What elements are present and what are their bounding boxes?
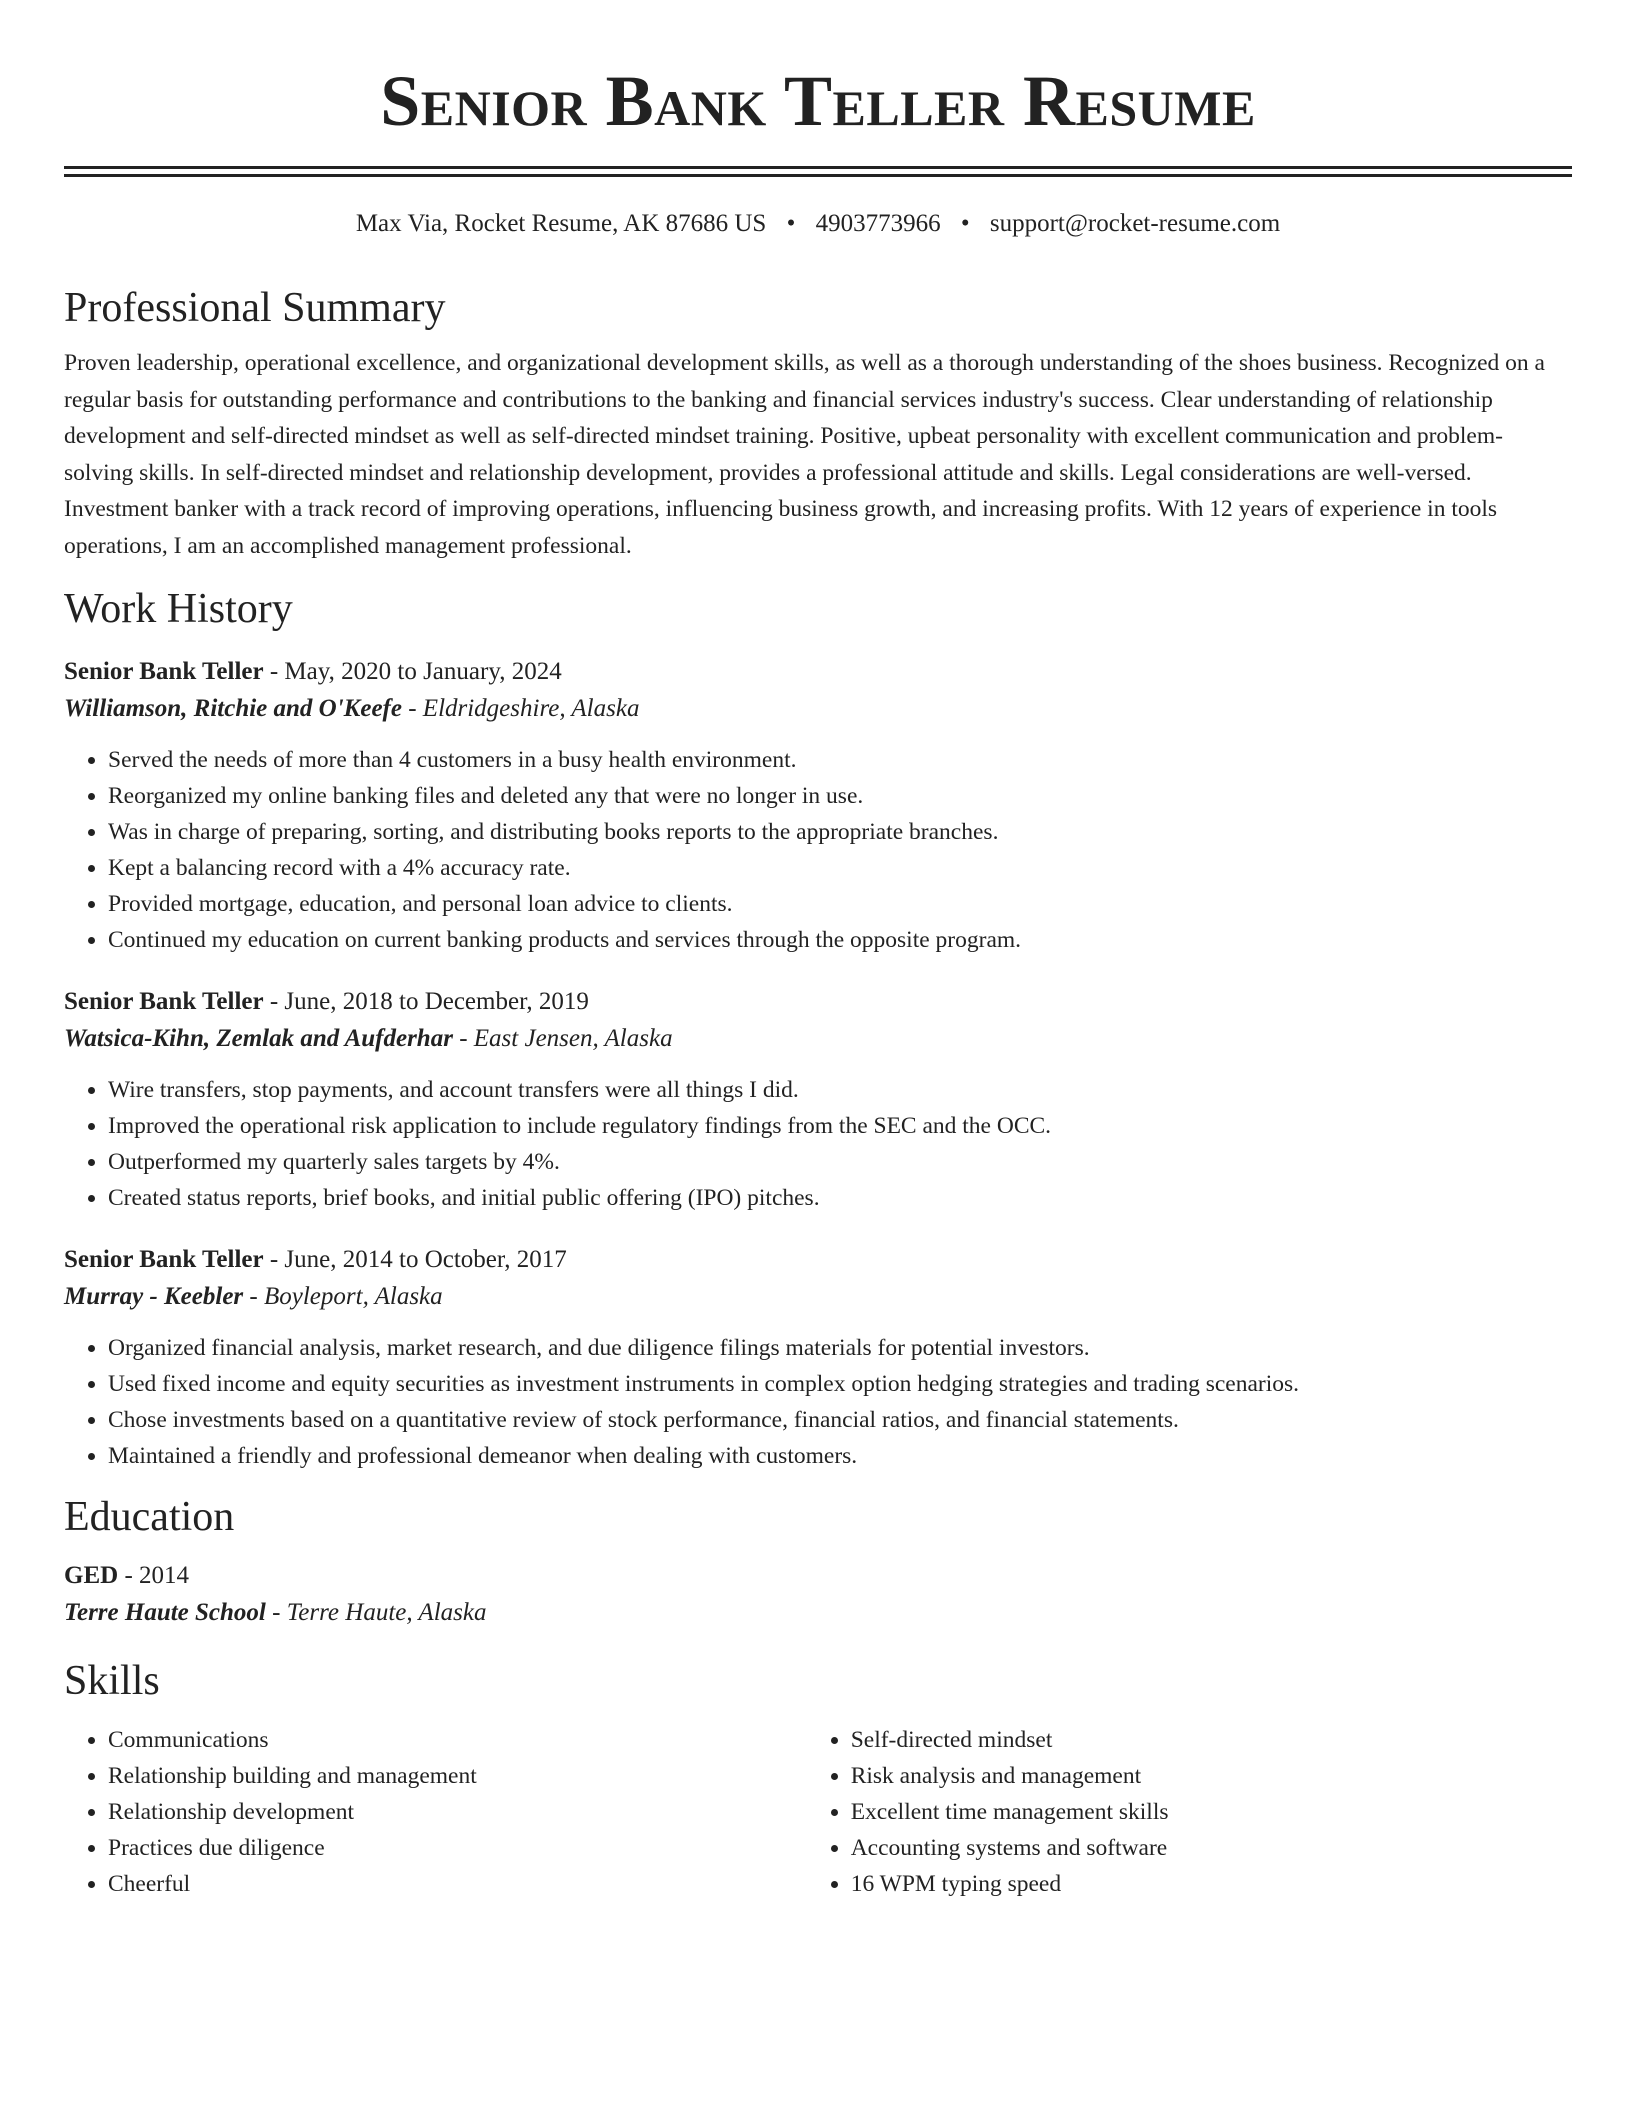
contact-phone: 4903773966 [815, 210, 941, 237]
job-role: Senior Bank Teller [64, 1246, 264, 1273]
skills-column-right [807, 1722, 1572, 1902]
skills-list [64, 1722, 1572, 1902]
job-company-line [64, 1020, 1572, 1058]
job-bullets [64, 742, 1572, 958]
job-entry [64, 984, 1572, 1216]
job-bullet: • Kept a balancing record with a 4% accuracy rate. [108, 850, 1572, 886]
skill-item: • Practices due diligence [108, 1830, 807, 1866]
education-degree-line [64, 1558, 1572, 1594]
job-bullets [64, 1072, 1572, 1216]
skill-item: • Excellent time management skills [851, 1794, 1572, 1830]
job-title-line [64, 984, 1572, 1020]
education-degree: GED [64, 1562, 119, 1589]
job-company-line [64, 690, 1572, 728]
job-title-line [64, 654, 1572, 690]
job-bullet: • Wire transfers, stop payments, and account transfers were all things I did. [108, 1072, 1572, 1108]
job-bullet: • Improved the operational risk application to include regulatory findings from the SEC and the OCC. [108, 1108, 1572, 1144]
contact-separator: • [786, 210, 796, 237]
job-location: - Eldridgeshire, Alaska [401, 695, 640, 722]
job-bullet: • Maintained a friendly and professional demeanor when dealing with customers. [108, 1438, 1572, 1474]
contact-email: support@rocket-resume.com [989, 210, 1281, 237]
job-bullet: • Reorganized my online banking files and deleted any that were no longer in use. [108, 778, 1572, 814]
job-entry [64, 654, 1572, 958]
job-role: Senior Bank Teller [64, 658, 264, 685]
job-dates: - June, 2018 to December, 2019 [263, 988, 589, 1015]
job-bullet: • Provided mortgage, education, and personal loan advice to clients. [108, 886, 1572, 922]
contact-address: Max Via, Rocket Resume, AK 87686 US [355, 210, 767, 237]
skill-item: • Accounting systems and software [851, 1830, 1572, 1866]
contact-separator: • [960, 210, 970, 237]
job-bullet: • Was in charge of preparing, sorting, and distributing books reports to the appropriate branches. [108, 814, 1572, 850]
skills-heading: Skills [64, 1658, 160, 1704]
skills-column-left [64, 1722, 807, 1902]
job-bullet: • Created status reports, brief books, and initial public offering (IPO) pitches. [108, 1180, 1572, 1216]
skill-item: • 16 WPM typing speed [851, 1866, 1572, 1902]
job-bullet: • Used fixed income and equity securities as investment instruments in complex option hedging strategies and trading scenarios. [108, 1366, 1572, 1402]
job-company: Murray - Keebler [64, 1283, 244, 1310]
job-dates: - May, 2020 to January, 2024 [263, 658, 562, 685]
title-double-rule [64, 166, 1572, 177]
job-bullet: • Chose investments based on a quantitative review of stock performance, financial ratios, and financial statements. [108, 1402, 1572, 1438]
skill-item: • Relationship development [108, 1794, 807, 1830]
job-location: - Boyleport, Alaska [243, 1283, 443, 1310]
job-bullet: • Continued my education on current banking products and services through the opposite program. [108, 922, 1572, 958]
job-company: Williamson, Ritchie and O'Keefe [64, 695, 402, 722]
resume-title: Senior Bank Teller Resume [380, 61, 1256, 141]
job-company-line [64, 1278, 1572, 1316]
education-location: - Terre Haute, Alaska [265, 1599, 487, 1626]
summary-heading: Professional Summary [64, 285, 446, 331]
job-entry [64, 1242, 1572, 1474]
job-bullet: • Served the needs of more than 4 customers in a busy health environment. [108, 742, 1572, 778]
job-title-line [64, 1242, 1572, 1278]
education-school: Terre Haute School [64, 1599, 266, 1626]
contact-line [64, 209, 1572, 239]
education-year: - 2014 [118, 1562, 190, 1589]
skill-item: • Relationship building and management [108, 1758, 807, 1794]
job-location: - East Jensen, Alaska [452, 1025, 673, 1052]
education-entry [64, 1558, 1572, 1632]
job-bullets [64, 1330, 1572, 1474]
education-heading: Education [64, 1494, 235, 1540]
job-bullet: • Outperformed my quarterly sales targets by 4%. [108, 1144, 1572, 1180]
education-school-line [64, 1594, 1572, 1632]
job-dates: - June, 2014 to October, 2017 [263, 1246, 567, 1273]
skill-item: • Self-directed mindset [851, 1722, 1572, 1758]
work-history-heading: Work History [64, 586, 293, 632]
job-role: Senior Bank Teller [64, 988, 264, 1015]
skill-item: • Communications [108, 1722, 807, 1758]
job-company: Watsica-Kihn, Zemlak and Aufderhar [64, 1025, 453, 1052]
resume-page [64, 0, 1572, 1902]
summary-text: Proven leadership, operational excellence, and organizational development skills, as well as a thorough understanding of the shoes business. Recognized on a regular basis for outstanding performance and contributions to the banking and financial services industry's success. Clear understanding of relationship development and self-directed mindset as well as self-directed mindset training. Positive, upbeat personality with excellent communication and problem-solving skills. In self-directed mindset and relationship development, provides a professional attitude and skills. Legal considerations are well-versed. Investment banker with a track record of improving operations, influencing business growth, and increasing profits. With 12 years of experience in tools operations, I am an accomplished management professional. [64, 350, 1545, 559]
skill-item: • Risk analysis and management [851, 1758, 1572, 1794]
job-bullet: • Organized financial analysis, market research, and due diligence filings materials for potential investors. [108, 1330, 1572, 1366]
skill-item: • Cheerful [108, 1866, 807, 1902]
